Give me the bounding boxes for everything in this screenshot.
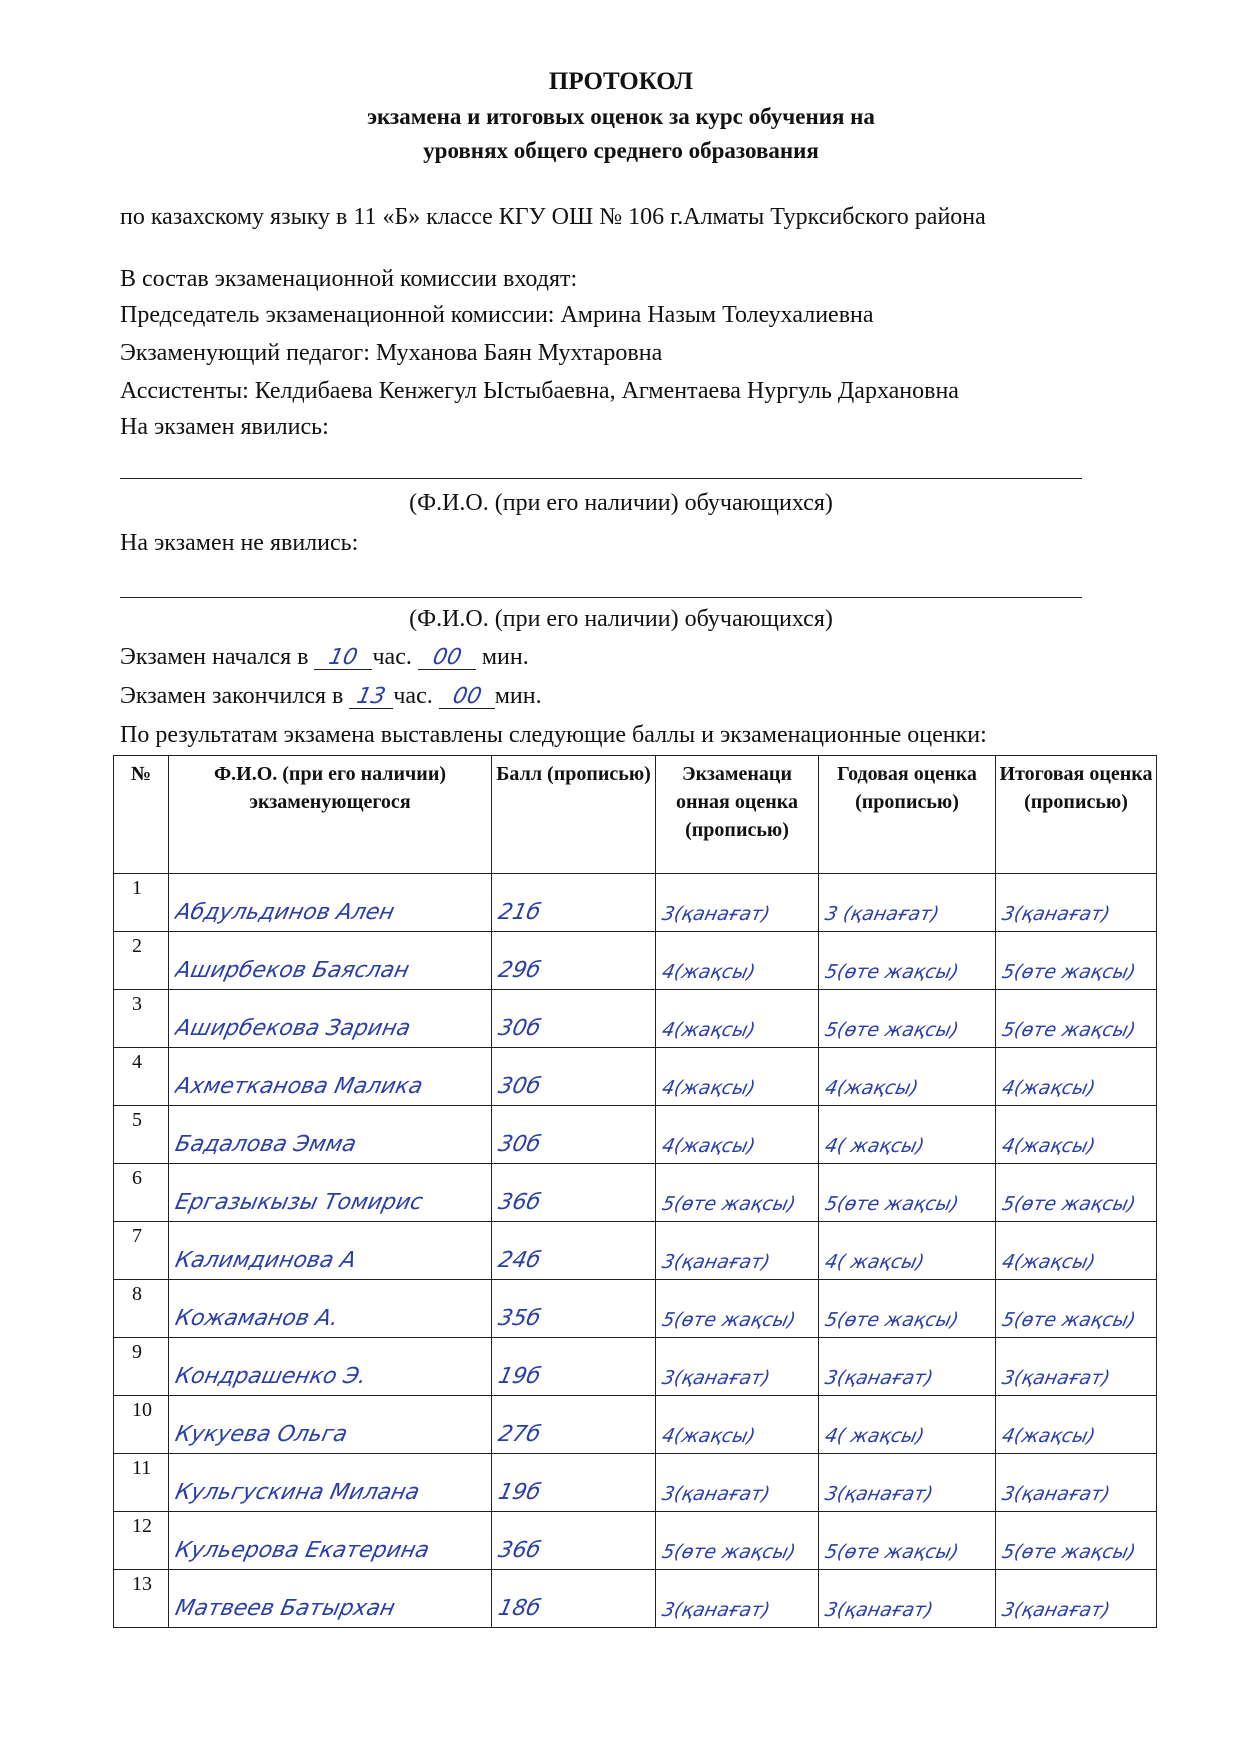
- score-cell: 30б: [496, 1016, 543, 1041]
- table-row: [114, 874, 1157, 932]
- exam-grade-cell-container: [656, 1164, 819, 1222]
- exam-start-hour: 10: [326, 645, 361, 670]
- row-number-container: [114, 1454, 169, 1512]
- final-grade-cell-container: [996, 1048, 1157, 1106]
- annual-grade-cell: 5(өте жақсы): [823, 961, 961, 983]
- exam-grade-cell: 4(жақсы): [660, 961, 758, 983]
- final-grade-cell: 3(қанағат): [1000, 1599, 1113, 1621]
- commission-chair: Председатель экзаменационной комиссии: Амрина Назым Толеухалиевна: [120, 302, 874, 328]
- row-number-container: [114, 1338, 169, 1396]
- student-name-container: [169, 1280, 492, 1338]
- final-grade-cell: 5(өте жақсы): [1000, 961, 1138, 983]
- score-cell-container: [492, 990, 656, 1048]
- row-number-container: [114, 1106, 169, 1164]
- student-name: Ахметканова Малика: [173, 1074, 425, 1099]
- commission-assistants: Ассистенты: Келдибаева Кенжегул Ыстыбаевна, Агментаева Нургуль Дархановна: [120, 378, 959, 404]
- table-row: [114, 932, 1157, 990]
- annual-grade-cell-container: [819, 1164, 996, 1222]
- row-number: 6: [132, 1167, 142, 1189]
- exam-end-prefix: Экзамен закончился в: [120, 683, 344, 709]
- score-cell-container: [492, 1570, 656, 1628]
- exam-grade-cell: 3(қанағат): [660, 1483, 773, 1505]
- subject-line: по казахскому языку в 11 «Б» классе КГУ ОШ № 106 г.Алматы Турксибского района: [120, 204, 986, 230]
- exam-grade-cell: 4(жақсы): [660, 1019, 758, 1041]
- present-label: На экзамен явились:: [120, 414, 329, 440]
- score-cell-container: [492, 874, 656, 932]
- annual-grade-cell: 4( жақсы): [823, 1251, 927, 1273]
- exam-grade-cell: 4(жақсы): [660, 1425, 758, 1447]
- score-cell-container: [492, 1280, 656, 1338]
- row-number: 5: [132, 1109, 142, 1131]
- final-grade-cell-container: [996, 1164, 1157, 1222]
- score-cell-container: [492, 932, 656, 990]
- results-intro: По результатам экзамена выставлены следующие баллы и экзаменационные оценки:: [120, 722, 987, 748]
- row-number-container: [114, 1048, 169, 1106]
- score-cell: 36б: [496, 1538, 543, 1563]
- annual-grade-cell: 5(өте жақсы): [823, 1541, 961, 1563]
- row-number: 10: [132, 1399, 152, 1421]
- final-grade-cell: 4(жақсы): [1000, 1251, 1098, 1273]
- row-number: 9: [132, 1341, 142, 1363]
- table-row: [114, 1048, 1157, 1106]
- score-cell: 29б: [496, 958, 543, 983]
- annual-grade-cell-container: [819, 1338, 996, 1396]
- final-grade-cell-container: [996, 874, 1157, 932]
- score-cell: 19б: [496, 1364, 543, 1389]
- student-name-container: [169, 1222, 492, 1280]
- hour-word: час.: [393, 683, 433, 709]
- final-grade-cell-container: [996, 1512, 1157, 1570]
- score-cell: 18б: [496, 1596, 543, 1621]
- exam-grade-cell: 3(қанағат): [660, 903, 773, 925]
- final-grade-cell-container: [996, 1570, 1157, 1628]
- student-name: Кульгускина Милана: [173, 1480, 422, 1505]
- row-number-container: [114, 932, 169, 990]
- final-grade-cell: 5(өте жақсы): [1000, 1019, 1138, 1041]
- final-grade-cell-container: [996, 990, 1157, 1048]
- row-number-container: [114, 1396, 169, 1454]
- annual-grade-cell: 5(өте жақсы): [823, 1309, 961, 1331]
- exam-grade-cell-container: [656, 1338, 819, 1396]
- annual-grade-cell: 5(өте жақсы): [823, 1019, 961, 1041]
- present-names-line: [120, 478, 1082, 479]
- exam-grade-cell-container: [656, 1048, 819, 1106]
- results-table: [113, 755, 1157, 1628]
- annual-grade-cell-container: [819, 1222, 996, 1280]
- exam-grade-cell-container: [656, 1222, 819, 1280]
- absent-label: На экзамен не явились:: [120, 530, 359, 556]
- annual-grade-cell: 3(қанағат): [823, 1483, 936, 1505]
- exam-start-prefix: Экзамен начался в: [120, 644, 309, 670]
- score-cell: 27б: [496, 1422, 543, 1447]
- score-cell-container: [492, 1512, 656, 1570]
- table-row: [114, 990, 1157, 1048]
- final-grade-cell: 4(жақсы): [1000, 1425, 1098, 1447]
- score-cell-container: [492, 1396, 656, 1454]
- row-number-container: [114, 874, 169, 932]
- min-word: мин.: [494, 683, 542, 709]
- commission-examiner: Экзаменующий педагог: Муханова Баян Мухтаровна: [120, 340, 663, 366]
- exam-grade-cell: 3(қанағат): [660, 1367, 773, 1389]
- student-name-container: [169, 990, 492, 1048]
- row-number: 8: [132, 1283, 142, 1305]
- final-grade-cell: 3(қанағат): [1000, 1483, 1113, 1505]
- exam-start-min: 00: [430, 645, 464, 670]
- exam-grade-cell-container: [656, 1106, 819, 1164]
- annual-grade-cell: 3 (қанағат): [823, 903, 942, 925]
- row-number: 13: [132, 1573, 152, 1595]
- score-cell: 24б: [496, 1248, 543, 1273]
- exam-grade-cell-container: [656, 874, 819, 932]
- exam-start-line: [120, 644, 529, 671]
- table-row: [114, 1222, 1157, 1280]
- score-cell-container: [492, 1164, 656, 1222]
- row-number: 1: [132, 877, 142, 899]
- row-number: 3: [132, 993, 142, 1015]
- student-name-container: [169, 1512, 492, 1570]
- document-title: ПРОТОКОЛ: [548, 68, 694, 95]
- table-row: [114, 1512, 1157, 1570]
- student-name: Кульерова Екатерина: [173, 1538, 432, 1563]
- exam-end-line: [120, 683, 542, 710]
- student-name-container: [169, 1570, 492, 1628]
- student-name: Ергазыкызы Томирис: [173, 1190, 426, 1215]
- row-number-container: [114, 1570, 169, 1628]
- exam-grade-cell-container: [656, 1396, 819, 1454]
- annual-grade-cell-container: [819, 1454, 996, 1512]
- student-name: Кондрашенко Э.: [173, 1364, 369, 1389]
- student-name-container: [169, 1338, 492, 1396]
- annual-grade-cell: 3(қанағат): [823, 1599, 936, 1621]
- row-number: 11: [132, 1457, 152, 1479]
- score-cell-container: [492, 1222, 656, 1280]
- annual-grade-cell: 4(жақсы): [823, 1077, 921, 1099]
- min-word: мин.: [481, 644, 529, 670]
- exam-grade-cell: 5(өте жақсы): [660, 1541, 798, 1563]
- exam-grade-cell: 4(жақсы): [660, 1077, 758, 1099]
- final-grade-cell-container: [996, 1338, 1157, 1396]
- annual-grade-cell-container: [819, 932, 996, 990]
- exam-end-hour: 13: [354, 684, 389, 709]
- student-name: Аширбеков Баяслан: [173, 958, 412, 983]
- score-cell: 35б: [496, 1306, 543, 1331]
- annual-grade-cell-container: [819, 874, 996, 932]
- table-row: [114, 1106, 1157, 1164]
- final-grade-cell: 4(жақсы): [1000, 1077, 1098, 1099]
- header-number: №: [114, 756, 169, 874]
- header-annual-grade: Годовая оценка (прописью): [819, 756, 996, 874]
- student-name-container: [169, 874, 492, 932]
- exam-grade-cell-container: [656, 932, 819, 990]
- score-cell: 19б: [496, 1480, 543, 1505]
- header-final-grade: Итоговая оценка (прописью): [996, 756, 1157, 874]
- student-name-container: [169, 1048, 492, 1106]
- final-grade-cell: 5(өте жақсы): [1000, 1193, 1138, 1215]
- exam-grade-cell-container: [656, 1280, 819, 1338]
- final-grade-cell: 4(жақсы): [1000, 1135, 1098, 1157]
- final-grade-cell-container: [996, 1222, 1157, 1280]
- score-cell: 30б: [496, 1074, 543, 1099]
- row-number-container: [114, 1164, 169, 1222]
- final-grade-cell-container: [996, 932, 1157, 990]
- exam-grade-cell-container: [656, 1570, 819, 1628]
- row-number-container: [114, 1512, 169, 1570]
- annual-grade-cell: 5(өте жақсы): [823, 1193, 961, 1215]
- student-name-container: [169, 1454, 492, 1512]
- score-cell-container: [492, 1106, 656, 1164]
- exam-start-hour-blank: [314, 646, 372, 670]
- student-name: Кожаманов А.: [173, 1306, 341, 1331]
- table-row: [114, 1454, 1157, 1512]
- score-cell-container: [492, 1338, 656, 1396]
- present-caption: (Ф.И.О. (при его наличии) обучающихся): [409, 490, 833, 516]
- exam-grade-cell: 3(қанағат): [660, 1599, 773, 1621]
- exam-grade-cell-container: [656, 990, 819, 1048]
- exam-start-min-blank: [418, 646, 476, 670]
- score-cell: 36б: [496, 1190, 543, 1215]
- final-grade-cell: 3(қанағат): [1000, 1367, 1113, 1389]
- student-name: Матвеев Батырхан: [173, 1596, 398, 1621]
- score-cell: 30б: [496, 1132, 543, 1157]
- row-number: 2: [132, 935, 142, 957]
- score-cell: 21б: [496, 900, 543, 925]
- table-row: [114, 1164, 1157, 1222]
- exam-end-min: 00: [450, 684, 484, 709]
- annual-grade-cell-container: [819, 1106, 996, 1164]
- absent-caption: (Ф.И.О. (при его наличии) обучающихся): [409, 606, 833, 632]
- score-cell-container: [492, 1454, 656, 1512]
- student-name: Бадалова Эмма: [173, 1132, 359, 1157]
- exam-end-hour-blank: [349, 685, 393, 709]
- final-grade-cell-container: [996, 1280, 1157, 1338]
- hour-word: час.: [372, 644, 412, 670]
- table-row: [114, 1338, 1157, 1396]
- table-row: [114, 1280, 1157, 1338]
- student-name-container: [169, 1164, 492, 1222]
- student-name: Аширбекова Зарина: [173, 1016, 413, 1041]
- table-row: [114, 1396, 1157, 1454]
- annual-grade-cell: 4( жақсы): [823, 1135, 927, 1157]
- final-grade-cell: 5(өте жақсы): [1000, 1309, 1138, 1331]
- exam-grade-cell: 5(өте жақсы): [660, 1309, 798, 1331]
- annual-grade-cell-container: [819, 1280, 996, 1338]
- exam-grade-cell: 4(жақсы): [660, 1135, 758, 1157]
- student-name: Калимдинова А: [173, 1248, 359, 1273]
- annual-grade-cell: 3(қанағат): [823, 1367, 936, 1389]
- header-exam-grade: Экзаменаци онная оценка (прописью): [656, 756, 819, 874]
- annual-grade-cell-container: [819, 1048, 996, 1106]
- annual-grade-cell-container: [819, 1396, 996, 1454]
- final-grade-cell: 3(қанағат): [1000, 903, 1113, 925]
- score-cell-container: [492, 1048, 656, 1106]
- exam-grade-cell-container: [656, 1454, 819, 1512]
- row-number: 4: [132, 1051, 142, 1073]
- row-number-container: [114, 1280, 169, 1338]
- exam-grade-cell-container: [656, 1512, 819, 1570]
- row-number-container: [114, 990, 169, 1048]
- student-name: Кукуева Ольга: [173, 1422, 350, 1447]
- final-grade-cell: 5(өте жақсы): [1000, 1541, 1138, 1563]
- row-number: 7: [132, 1225, 142, 1247]
- row-number-container: [114, 1222, 169, 1280]
- absent-names-line: [120, 597, 1082, 598]
- annual-grade-cell-container: [819, 1512, 996, 1570]
- row-number: 12: [132, 1515, 152, 1537]
- annual-grade-cell: 4( жақсы): [823, 1425, 927, 1447]
- document-subtitle-line1: экзамена и итоговых оценок за курс обучения на: [367, 104, 875, 129]
- header-score: Балл (прописью): [492, 756, 656, 874]
- final-grade-cell-container: [996, 1396, 1157, 1454]
- exam-grade-cell: 5(өте жақсы): [660, 1193, 798, 1215]
- table-row: [114, 1570, 1157, 1628]
- header-student-name: Ф.И.О. (при его наличии) экзаменующегося: [169, 756, 492, 874]
- annual-grade-cell-container: [819, 990, 996, 1048]
- exam-end-min-blank: [439, 685, 495, 709]
- student-name: Абдульдинов Ален: [173, 900, 397, 925]
- document-subtitle-line2: уровнях общего среднего образования: [423, 138, 819, 163]
- commission-intro: В состав экзаменационной комиссии входят:: [120, 266, 578, 292]
- student-name-container: [169, 932, 492, 990]
- final-grade-cell-container: [996, 1454, 1157, 1512]
- annual-grade-cell-container: [819, 1570, 996, 1628]
- student-name-container: [169, 1106, 492, 1164]
- final-grade-cell-container: [996, 1106, 1157, 1164]
- student-name-container: [169, 1396, 492, 1454]
- exam-grade-cell: 3(қанағат): [660, 1251, 773, 1273]
